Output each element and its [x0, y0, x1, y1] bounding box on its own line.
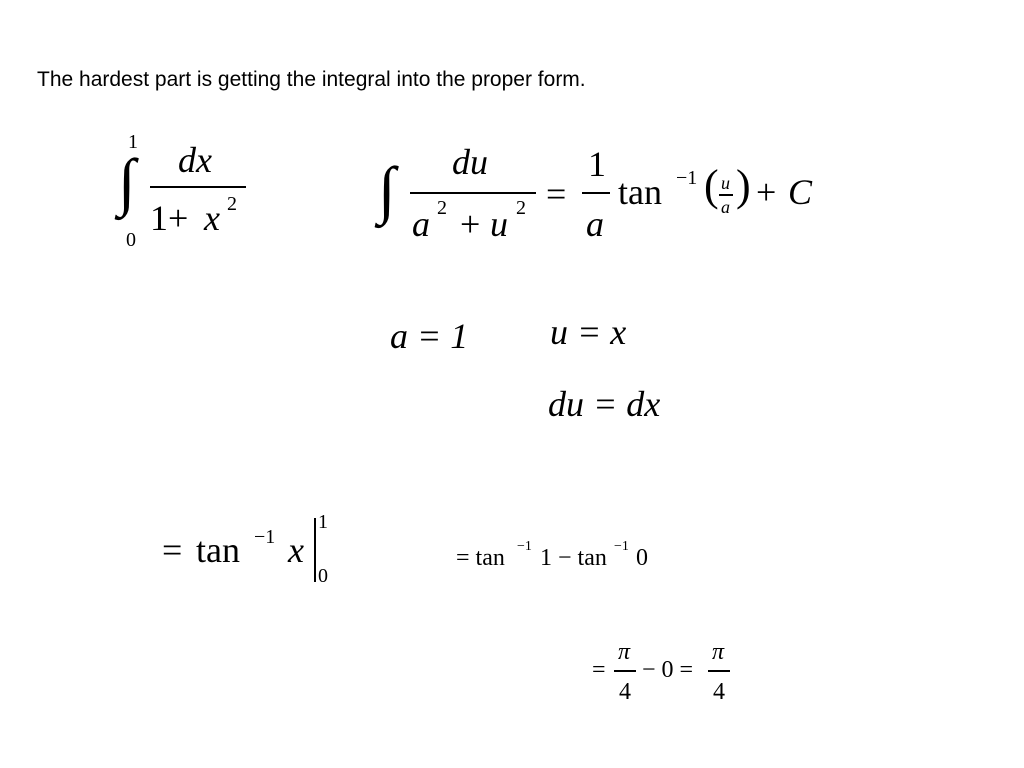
tan-exp: −1	[676, 167, 698, 189]
frac-bar-2	[708, 670, 730, 672]
eval2-exp-b: −1	[614, 539, 629, 554]
left-paren: (	[704, 161, 719, 210]
coef-bar	[582, 192, 610, 194]
den-a: a	[412, 204, 430, 244]
equals: =	[546, 174, 567, 214]
inner-den: a	[721, 197, 730, 217]
right-paren: )	[736, 161, 751, 210]
denominator-var: x	[204, 198, 220, 238]
denominator-const: 1+	[150, 198, 189, 238]
den-u-exp: 2	[516, 197, 526, 219]
tan: tan	[196, 530, 240, 570]
eval2-part-a: = tan	[456, 545, 505, 571]
evaluation-bar-line	[314, 518, 316, 582]
coef-num: 1	[588, 144, 606, 184]
coef-den: a	[586, 204, 604, 244]
equals-1: =	[592, 657, 606, 683]
eval2-part-b: 1 − tan	[540, 545, 607, 571]
substitution-du: du = dx	[548, 384, 661, 424]
den-u: u	[490, 204, 508, 244]
eval2-exp-a: −1	[517, 539, 532, 554]
pi-1: π	[618, 639, 631, 665]
tan-exp: −1	[254, 526, 276, 548]
integral-sign: ∫	[378, 154, 396, 225]
four-2: 4	[713, 679, 725, 705]
upper-limit: 1	[318, 511, 328, 533]
inner-num: u	[721, 173, 730, 193]
den-plus: +	[460, 204, 481, 244]
numerator: dx	[178, 140, 212, 180]
upper-limit: 1	[128, 131, 138, 153]
equals: =	[162, 530, 183, 570]
minus-zero-equals: − 0 =	[642, 657, 694, 683]
pi-2: π	[712, 639, 725, 665]
integral-sign: ∫	[118, 146, 136, 217]
fraction-bar	[410, 192, 536, 194]
lower-limit: 0	[126, 229, 136, 251]
inner-bar	[719, 194, 733, 196]
den-a-exp: 2	[437, 197, 447, 219]
substitution-u: u = x	[550, 312, 627, 352]
four-1: 4	[619, 679, 631, 705]
substitution-a: a = 1	[390, 316, 469, 356]
fraction-bar	[150, 186, 246, 188]
constant: C	[788, 172, 813, 212]
eval2-part-c: 0	[636, 545, 648, 571]
slide-heading: The hardest part is getting the integral into the proper form.	[37, 68, 586, 91]
denominator-exp: 2	[227, 193, 237, 215]
lower-limit: 0	[318, 565, 328, 587]
numerator: du	[452, 142, 488, 182]
plus: +	[756, 172, 777, 212]
tan: tan	[618, 172, 662, 212]
frac-bar-1	[614, 670, 636, 672]
variable-x: x	[288, 530, 304, 570]
